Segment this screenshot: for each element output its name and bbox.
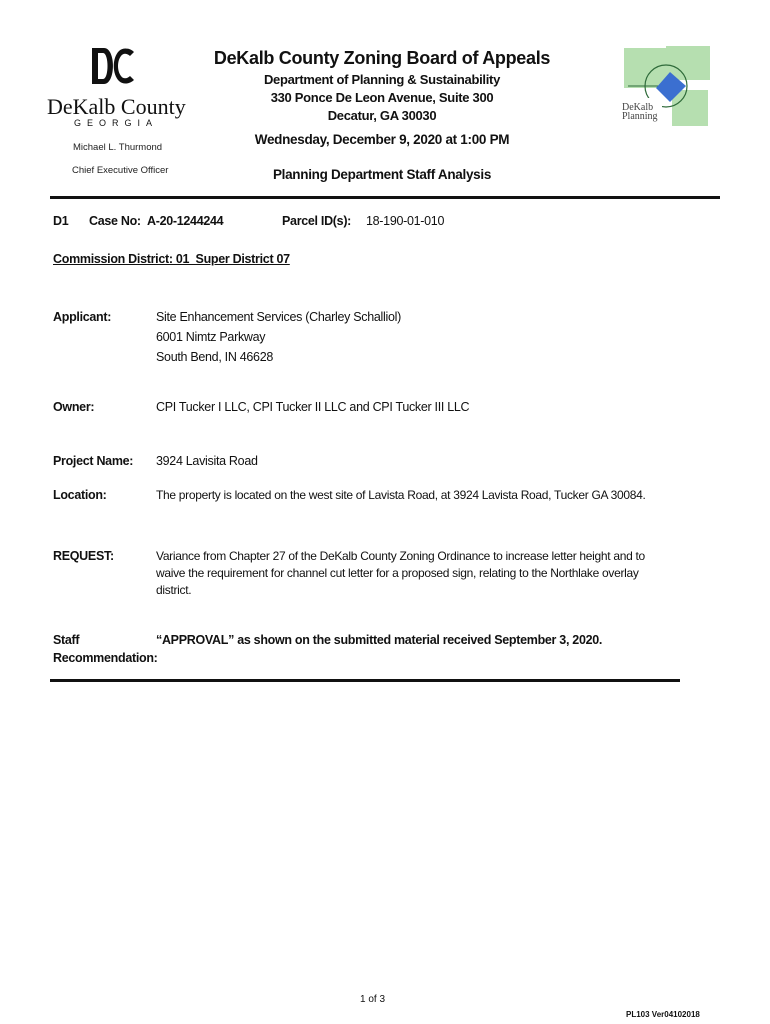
parcel-label: Parcel ID(s): xyxy=(282,214,352,228)
department-name: Department of Planning & Sustainability xyxy=(263,72,501,87)
owner-value: CPI Tucker I LLC, CPI Tucker II LLC and CPI Tucker III LLC xyxy=(156,400,470,414)
address-line-1: 330 Ponce De Leon Avenue, Suite 300 xyxy=(270,90,494,105)
analysis-title: Planning Department Staff Analysis xyxy=(272,167,492,182)
owner-label: Owner: xyxy=(53,400,95,414)
staff-label: Staff xyxy=(53,633,80,647)
item-number: D1 xyxy=(53,214,69,228)
dekalb-planning-logo xyxy=(616,46,712,128)
recommendation-label: Recommendation: xyxy=(53,651,158,665)
board-title: DeKalb County Zoning Board of Appeals xyxy=(213,48,551,68)
request-line-2: waive the requirement for channel cut letter for a proposed sign, relating to the Northlake overlay xyxy=(156,566,639,580)
address-line-2: Decatur, GA 30030 xyxy=(327,108,437,123)
commission-district: Commission District: 01 Super District 07 xyxy=(53,252,290,266)
location-value: The property is located on the west site of Lavista Road, at 3924 Lavista Road, Tucker GA 30084. xyxy=(156,488,646,502)
applicant-name: Site Enhancement Services (Charley Schalliol) xyxy=(156,310,401,324)
applicant-city: South Bend, IN 46628 xyxy=(156,350,274,364)
parcel-value: 18-190-01-010 xyxy=(366,214,445,228)
meeting-date: Wednesday, December 9, 2020 at 1:00 PM xyxy=(254,132,510,147)
county-name: DeKalb County xyxy=(47,94,186,119)
ceo-name: Michael L. Thurmond xyxy=(73,142,163,153)
case-label: Case No: xyxy=(89,214,141,228)
location-label: Location: xyxy=(53,488,107,502)
applicant-street: 6001 Nimtz Parkway xyxy=(156,330,266,344)
request-line-1: Variance from Chapter 27 of the DeKalb County Zoning Ordinance to increase letter height and to xyxy=(156,549,645,563)
project-name-value: 3924 Lavisita Road xyxy=(156,454,258,468)
ceo-title: Chief Executive Officer xyxy=(72,165,169,176)
recommendation-divider xyxy=(50,679,680,682)
header-divider xyxy=(50,196,720,199)
request-label: REQUEST: xyxy=(53,549,114,563)
planning-logo-line1: DeKalb xyxy=(622,102,654,113)
planning-logo-line2: Planning xyxy=(622,111,658,122)
form-version: PL103 Ver04102018 xyxy=(626,1010,700,1019)
applicant-label: Applicant: xyxy=(53,310,112,324)
dekalb-county-dc-logo xyxy=(90,46,136,86)
recommendation-value: “APPROVAL” as shown on the submitted material received September 3, 2020. xyxy=(156,633,603,647)
county-state: GEORGIA xyxy=(74,118,159,128)
case-number: A-20-1244244 xyxy=(147,214,224,228)
project-name-label: Project Name: xyxy=(53,454,134,468)
page-number: 1 of 3 xyxy=(360,994,386,1005)
request-line-3: district. xyxy=(156,583,192,597)
